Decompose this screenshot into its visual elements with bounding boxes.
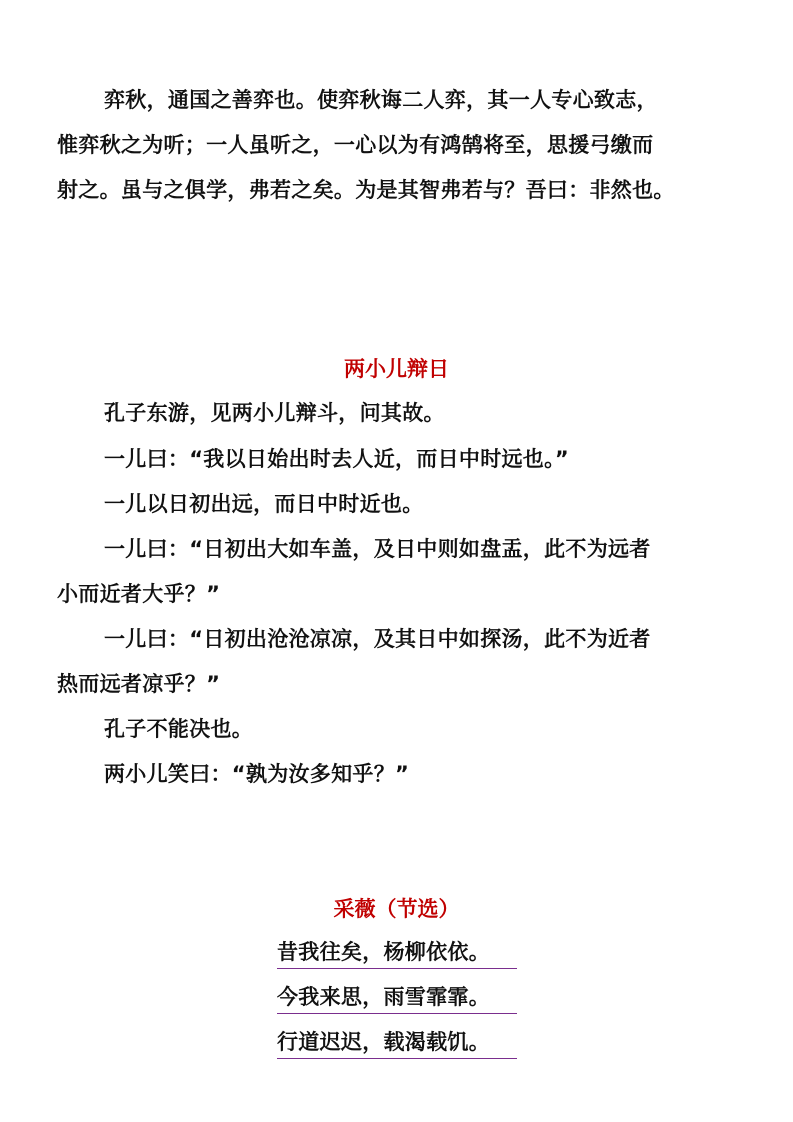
passage-2-line-4: 一儿曰：“日初出大如车盖，及日中则如盘盂，此不为远者 [104,537,651,561]
passage-1-line-2: 惟弈秋之为听；一人虽听之，一心以为有鸿鹄将至，思援弓缴而 [57,133,654,157]
poem-line-1: 昔我往矣，杨柳依依。 [277,938,517,969]
passage-2-line-2: 一儿曰：“我以日始出时去人近，而日中时远也。” [104,447,570,471]
passage-2-line-9: 两小儿笑曰：“孰为汝多知乎？” [104,762,410,786]
passage-3-title: 采薇（节选） [333,897,460,921]
passage-2-line-5: 小而近者大乎？” [57,582,221,606]
passage-2-line-8: 孔子不能决也。 [104,717,254,741]
poem-line-3: 行道迟迟，载渴载饥。 [277,1028,517,1059]
passage-2-line-1: 孔子东游，见两小儿辩斗，问其故。 [104,401,445,425]
passage-2-line-6: 一儿曰：“日初出沧沧凉凉，及其日中如探汤，此不为近者 [104,627,651,651]
passage-2-line-7: 热而远者凉乎？” [57,672,221,696]
passage-1-line-3: 射之。虽与之俱学，弗若之矣。为是其智弗若与？吾曰：非然也。 [57,178,675,202]
poem-line-2: 今我来思，雨雪霏霏。 [277,983,517,1014]
passage-2-line-3: 一儿以日初出远，而日中时近也。 [104,492,424,516]
passage-1-line-1: 弈秋，通国之善弈也。使弈秋诲二人弈，其一人专心致志， [104,88,658,112]
passage-2-title: 两小儿辩日 [344,357,449,381]
